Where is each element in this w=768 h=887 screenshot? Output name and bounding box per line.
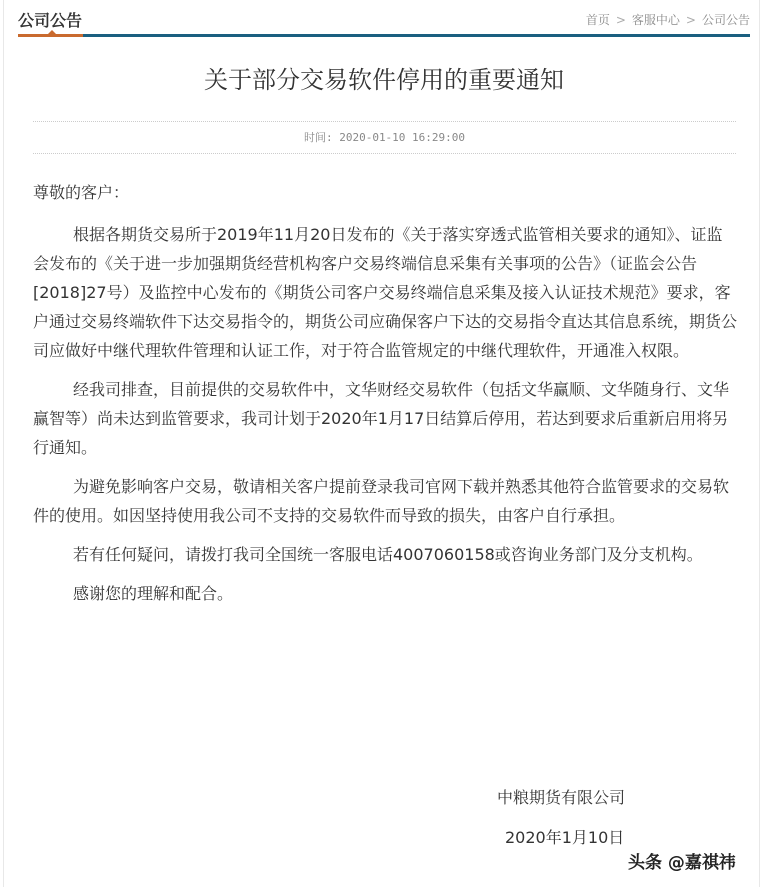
- article-body: [33, 178, 738, 618]
- paragraph: 感谢您的理解和配合。: [73, 584, 234, 603]
- paragraph: 根据各期货交易所于2019年11月20日发布的《关于落实穿透式监管相关要求的通知》、证监会发布的《关于进一步加强期货经营机构客户交易终端信息采集有关事项的公告》（证监会公告[2018]27号）及监控中心发布的《期货公司客户交易终端信息采集及接入认证技术规范》要求，客户通过交易终端软件下达交易指令的，期货公司应确保客户下达的交易指令直达其信息系统，期货公司应做好中继代理软件管理和认证工作，对于符合监管规定的中继代理软件，开通准入权限。: [33, 225, 738, 360]
- breadcrumb: [586, 11, 750, 28]
- signature-company: 中粮期货有限公司: [497, 788, 626, 807]
- publish-time-value: 2020-01-10 16:29:00: [339, 131, 466, 144]
- article-title: 关于部分交易软件停用的重要通知: [204, 66, 564, 94]
- page-header: [18, 0, 750, 38]
- watermark: 头条 @嘉祺祎: [628, 853, 736, 873]
- article-meta: [33, 121, 736, 154]
- breadcrumb-service-center-link[interactable]: 客服中心: [631, 13, 680, 27]
- signature-date: 2020年1月10日: [505, 828, 625, 847]
- breadcrumb-home-link[interactable]: 首页: [585, 13, 610, 27]
- breadcrumb-separator-icon: >: [615, 13, 626, 27]
- paragraph: 若有任何疑问，请拨打我司全国统一客服电话4007060158或咨询业务部门及分支机构。: [73, 545, 703, 564]
- section-title: 公司公告: [18, 11, 83, 30]
- header-divider-accent: [18, 34, 83, 37]
- salutation: 尊敬的客户：: [33, 183, 130, 202]
- triangle-marker-icon: [48, 30, 56, 34]
- paragraph: 为避免影响客户交易，敬请相关客户提前登录我司官网下载并熟悉其他符合监管要求的交易软件的使用。如因坚持使用我公司不支持的交易软件而导致的损失，由客户自行承担。: [33, 477, 730, 525]
- signature-block: [497, 788, 625, 848]
- breadcrumb-announcements-link[interactable]: 公司公告: [701, 13, 750, 27]
- publish-time: [33, 122, 736, 153]
- breadcrumb-separator-icon: >: [685, 13, 696, 27]
- publish-time-label: 时间:: [303, 131, 333, 144]
- paragraph: 经我司排查，目前提供的交易软件中，文华财经交易软件（包括文华赢顺、文华随身行、文华赢智等）尚未达到监管要求，我司计划于2020年1月17日结算后停用，若达到要求后重新启用将另行通知。: [33, 380, 730, 457]
- header-divider: [18, 34, 750, 37]
